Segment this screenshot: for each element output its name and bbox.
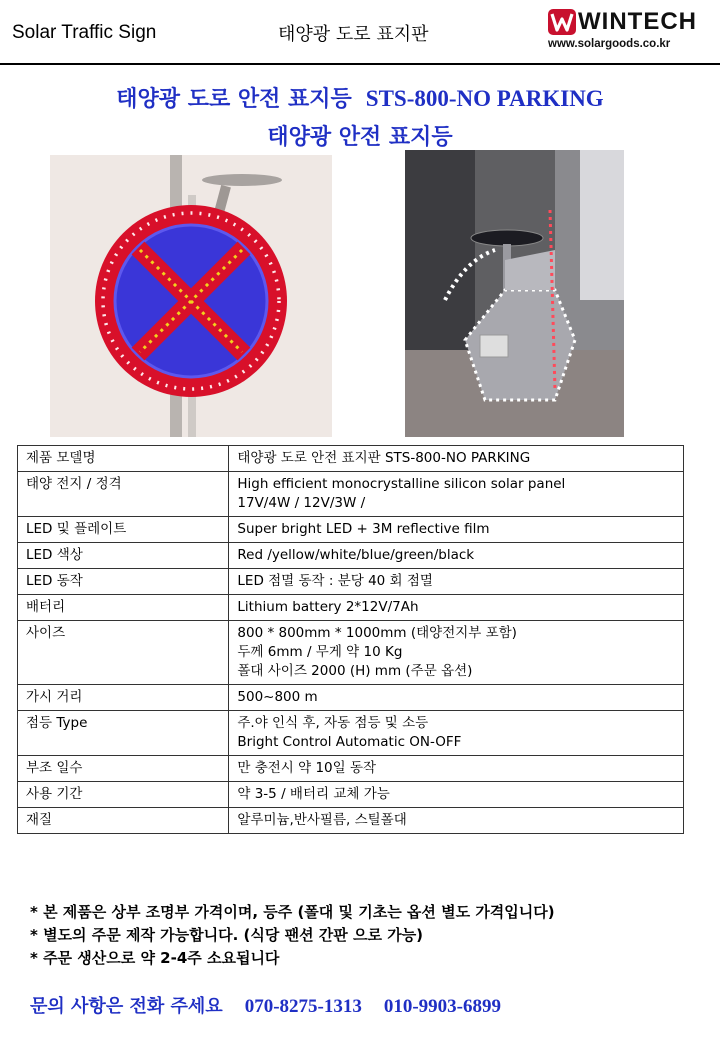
main-title xyxy=(0,82,720,113)
spec-label: 사용 기간 xyxy=(18,782,229,808)
spec-label: 점등 Type xyxy=(18,711,229,756)
spec-value-line: 약 3-5 / 배터리 교체 가능 xyxy=(237,786,390,802)
spec-value xyxy=(229,808,684,834)
night-scene-illustration xyxy=(405,150,624,437)
spec-row xyxy=(18,756,684,782)
spec-value-line: 500~800 m xyxy=(237,689,318,705)
spec-label: LED 및 플레이트 xyxy=(18,517,229,543)
spec-value xyxy=(229,472,684,517)
spec-label: 배터리 xyxy=(18,595,229,621)
spec-value xyxy=(229,595,684,621)
note-item: * 본 제품은 상부 조명부 가격이며, 등주 (폴대 및 기초는 옵션 별도 가격입니다) xyxy=(30,903,555,921)
phone-number: 070-8275-1313 xyxy=(244,996,362,1017)
spec-table xyxy=(17,445,684,834)
main-title-text: 태양광 도로 안전 표지등 xyxy=(116,87,352,112)
spec-label: 제품 모델명 xyxy=(18,446,229,472)
spec-row xyxy=(18,711,684,756)
spec-value-line: Red /yellow/white/blue/green/black xyxy=(237,547,475,563)
spec-value xyxy=(229,543,684,569)
no-parking-sign-photo xyxy=(50,155,332,437)
spec-row xyxy=(18,595,684,621)
spec-value xyxy=(229,782,684,808)
spec-row xyxy=(18,517,684,543)
spec-value-line: 17V/4W / 12V/3W / xyxy=(237,495,366,511)
wintech-logo-icon xyxy=(548,9,576,35)
spec-value xyxy=(229,517,684,543)
spec-label: 가시 거리 xyxy=(18,685,229,711)
spec-row xyxy=(18,782,684,808)
spec-value-line: 만 충전시 약 10일 동작 xyxy=(237,760,377,776)
spec-value-line: 태양광 도로 안전 표지판 STS-800-NO PARKING xyxy=(237,450,531,466)
header-divider xyxy=(0,63,720,65)
brand-url: www.solargoods.co.kr xyxy=(548,38,671,50)
no-parking-sign-illustration xyxy=(50,155,332,437)
spec-value-line: LED 점멸 동작 : 분당 40 회 점멸 xyxy=(237,573,433,589)
spec-value-line: Bright Control Automatic ON-OFF xyxy=(237,734,462,750)
sub-title: 태양광 안전 표지등 xyxy=(267,125,453,150)
spec-value-line: Lithium battery 2*12V/7Ah xyxy=(237,599,419,615)
notes xyxy=(30,901,555,970)
spec-value-line: 알루미늄,반사필름, 스틸폴대 xyxy=(237,812,407,828)
spec-row xyxy=(18,543,684,569)
note-item: * 별도의 주문 제작 가능합니다. (식당 팬션 간판 으로 가능) xyxy=(30,926,424,944)
spec-value xyxy=(229,569,684,595)
brand-name: WINTECH xyxy=(578,8,697,35)
spec-value-line: 폴대 사이즈 2000 (H) mm (주문 옵션) xyxy=(237,663,473,679)
spec-label: 부조 일수 xyxy=(18,756,229,782)
spec-row xyxy=(18,685,684,711)
spec-value xyxy=(229,685,684,711)
spec-value xyxy=(229,446,684,472)
spec-label: 재질 xyxy=(18,808,229,834)
spec-value xyxy=(229,756,684,782)
spec-row xyxy=(18,472,684,517)
contact-line xyxy=(30,992,501,1018)
header-title-kr: 태양광 도로 표지판 xyxy=(278,24,429,45)
spec-value-line: 800 * 800mm * 1000mm (태양전지부 포함) xyxy=(237,625,517,641)
note-item: * 주문 생산으로 약 2-4주 소요됩니다 xyxy=(30,949,280,967)
spec-value xyxy=(229,621,684,685)
spec-row xyxy=(18,446,684,472)
spec-row xyxy=(18,621,684,685)
spec-value-line: High efficient monocrystalline silicon solar panel xyxy=(237,476,566,492)
spec-value-line: 주.야 인식 후, 자동 점등 및 소등 xyxy=(237,715,429,731)
header-title-en: Solar Traffic Sign xyxy=(12,22,157,43)
spec-value xyxy=(229,711,684,756)
spec-row xyxy=(18,808,684,834)
contact-label: 문의 사항은 전화 주세요 xyxy=(30,996,223,1017)
phone-number: 010-9903-6899 xyxy=(383,996,501,1017)
spec-value-line: 두께 6mm / 무게 약 10 Kg xyxy=(237,644,403,660)
spec-row xyxy=(18,569,684,595)
spec-label: 태양 전지 / 정격 xyxy=(18,472,229,517)
wintech-logo xyxy=(548,8,710,54)
spec-value-line: Super bright LED + 3M reflective film xyxy=(237,521,490,537)
model-name: STS-800-NO PARKING xyxy=(365,86,604,111)
spec-label: LED 동작 xyxy=(18,569,229,595)
spec-label: 사이즈 xyxy=(18,621,229,685)
sign-installed-night-photo xyxy=(405,150,624,437)
spec-label: LED 색상 xyxy=(18,543,229,569)
